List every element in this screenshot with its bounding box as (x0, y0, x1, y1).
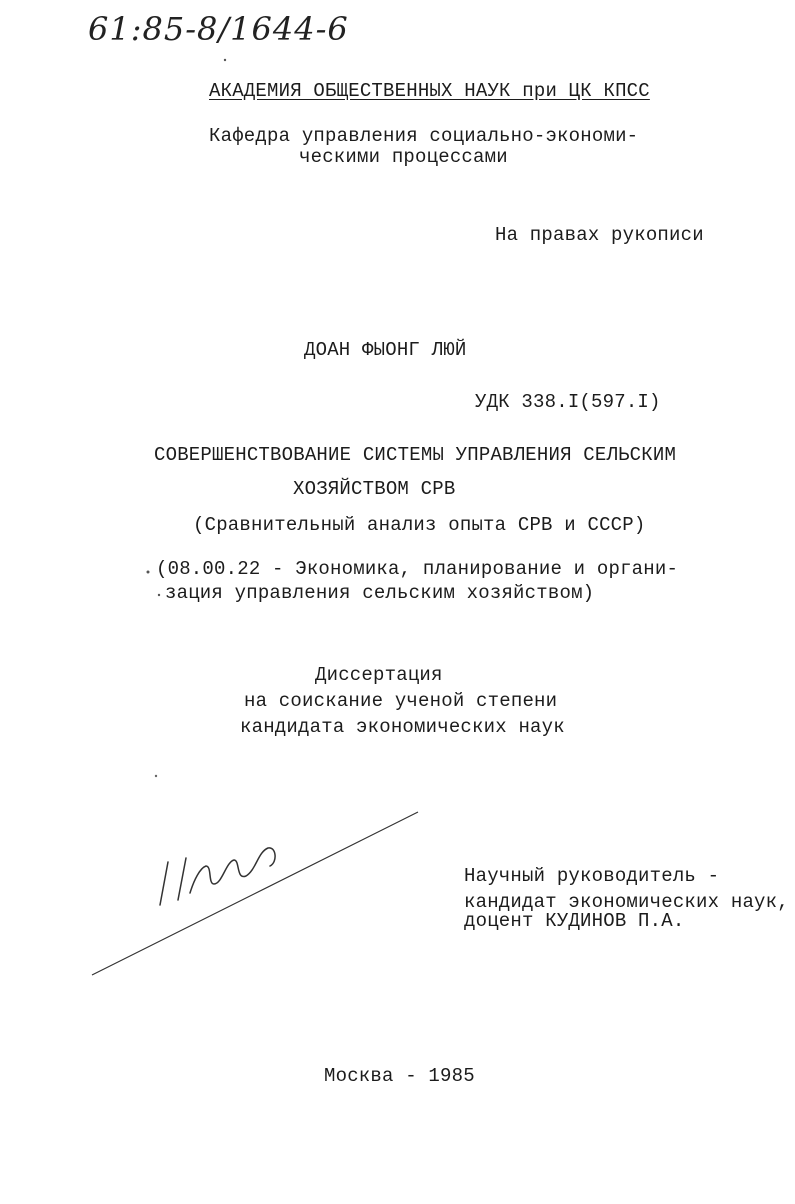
dissertation-label: Диссертация (315, 664, 443, 686)
department-line-1: Кафедра управления социально-экономи- (209, 125, 639, 147)
department-line-2: ческими процессами (299, 146, 508, 168)
manuscript-note: На правах рукописи (495, 224, 704, 246)
stray-dot (155, 775, 157, 777)
subtitle: (Сравнительный анализ опыта СРВ и СССР) (193, 514, 646, 536)
stray-dot (147, 571, 150, 574)
author-name: ДОАН ФЫОНГ ЛЮЙ (304, 339, 467, 361)
degree-field-line: кандидата экономических наук (240, 716, 565, 738)
title-line-2: ХОЗЯЙСТВОМ СРВ (293, 478, 456, 500)
archive-code: 61:85-8/1644-6 (88, 10, 349, 48)
degree-line: на соискание ученой степени (244, 690, 558, 712)
organization-header: АКАДЕМИЯ ОБЩЕСТВЕННЫХ НАУК при ЦК КПСС (209, 80, 650, 102)
pencil-diagonal-line (92, 812, 418, 975)
place-and-year: Москва - 1985 (324, 1065, 475, 1087)
signature-scribble (160, 848, 275, 905)
udc-code: УДК 338.I(597.I) (475, 391, 661, 413)
stray-dot (224, 59, 226, 61)
title-line-1: СОВЕРШЕНСТВОВАНИЕ СИСТЕМЫ УПРАВЛЕНИЯ СЕЛЬСКИМ (154, 444, 677, 466)
stray-dot (158, 594, 160, 596)
supervisor-name: доцент КУДИНОВ П.А. (464, 910, 685, 932)
supervisor-label: Научный руководитель - (464, 865, 720, 887)
specialty-line-1: (08.00.22 - Экономика, планирование и органи- (156, 558, 679, 580)
supervisor-degree: кандидат экономических наук, (464, 891, 789, 913)
specialty-line-2: зация управления сельским хозяйством) (165, 582, 595, 604)
